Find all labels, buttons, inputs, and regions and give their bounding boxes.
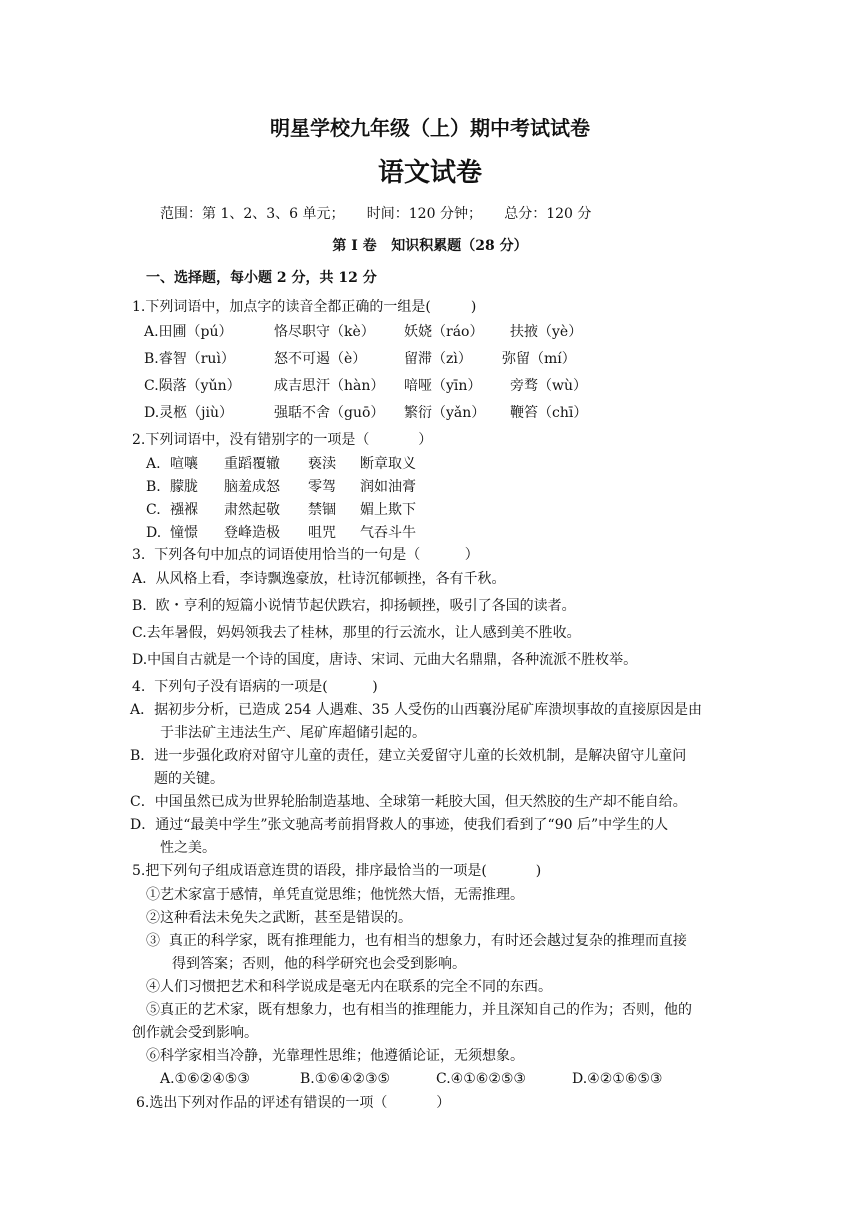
- question-5-choices: [160, 1069, 662, 1089]
- question-5-sentence-5: ⑤真正的艺术家，既有想象力，也有相当的推理能力，并且深知自己的作为；否则，他的: [146, 1002, 692, 1018]
- option-text: 重蹈覆辙: [224, 456, 280, 472]
- choice-a: A.①⑥②④⑤③: [160, 1071, 250, 1087]
- question-1-row-b: [144, 349, 576, 369]
- option-text: 喧嚷: [170, 456, 198, 472]
- exam-meta: 范围：第 1、2、3、6 单元； 时间：120 分钟； 总分：120 分: [160, 206, 592, 222]
- exam-title: 明星学校九年级（上）期中考试试卷: [270, 116, 590, 140]
- option-text: 喑哑（yīn）: [404, 378, 482, 394]
- question-3-option-a: A. 从风格上看，李诗飘逸豪放，杜诗沉郁顿挫，各有千秋。: [132, 571, 506, 587]
- question-5-sentence-3-cont: 得到答案；否则，他的科学研究也会受到影响。: [172, 956, 466, 972]
- section-heading: 第 I 卷 知识积累题（28 分）: [332, 238, 528, 254]
- option-text: 留滞（zì）: [404, 351, 472, 367]
- question-1-stem: 1.下列词语中，加点字的读音全都正确的一组是( ): [132, 299, 477, 315]
- question-3-option-c: C.去年暑假，妈妈领我去了桂林，那里的行云流水，让人感到美不胜收。: [132, 625, 581, 641]
- question-4-option-b: B．进一步强化政府对留守儿童的责任，建立关爱留守儿童的长效机制，是解决留守儿童问: [130, 748, 687, 764]
- part-one-heading: 一、选择题，每小题 2 分，共 12 分: [146, 270, 377, 286]
- option-text: 妖娆（ráo）: [404, 324, 484, 340]
- option-text: B.睿智（ruì）: [144, 351, 235, 367]
- question-4-option-a: A．据初步分析，已造成 254 人遇难、35 人受伤的山西襄汾尾矿库溃坝事故的直接原因是由: [130, 702, 702, 718]
- question-2-row-d: [146, 523, 416, 543]
- option-letter: D.: [146, 525, 162, 541]
- question-5-sentence-6: ⑥科学家相当冷静，光靠理性思维；他遵循论证，无须想象。: [146, 1048, 524, 1064]
- option-text: 气吞斗牛: [360, 525, 416, 541]
- question-3-stem: 3. 下列各句中加点的词语使用恰当的一句是（ ）: [132, 547, 479, 563]
- option-text: 襁褓: [170, 502, 198, 518]
- option-text: 禁锢: [308, 502, 336, 518]
- option-text: 朦胧: [170, 479, 198, 495]
- option-text: 恪尽职守（kè）: [274, 324, 375, 340]
- choice-d: D.④②①⑥⑤③: [572, 1071, 663, 1087]
- option-letter: A.: [146, 456, 161, 472]
- option-letter: B.: [146, 479, 161, 495]
- option-text: 媚上欺下: [360, 502, 416, 518]
- option-text: 怒不可遏（è）: [274, 351, 367, 367]
- option-text: 鞭笞（chī）: [510, 405, 588, 421]
- option-text: 肃然起敬: [224, 502, 280, 518]
- choice-b: B.①⑥④②③⑤: [300, 1071, 391, 1087]
- option-text: 亵渎: [308, 456, 336, 472]
- question-1-row-c: [144, 376, 587, 396]
- option-text: 脑羞成怒: [224, 479, 280, 495]
- option-text: D.灵柩（jiù）: [144, 405, 234, 421]
- question-1-row-d: [144, 403, 587, 423]
- question-4-stem: 4. 下列句子没有语病的一项是( ): [132, 679, 378, 695]
- option-text: 润如油膏: [360, 479, 416, 495]
- question-1-row-a: [144, 322, 582, 342]
- question-4-option-b-cont: 题的关键。: [154, 771, 224, 787]
- question-5-sentence-5-cont: 创作就会受到影响。: [132, 1025, 258, 1041]
- question-5-sentence-4: ④人们习惯把艺术和科学说成是毫无内在联系的完全不同的东西。: [146, 979, 552, 995]
- question-4-option-c: C．中国虽然已成为世界轮胎制造基地、全球第一耗胶大国，但天然胶的生产却不能自给。: [130, 794, 687, 810]
- option-letter: C.: [146, 502, 161, 518]
- question-2-row-c: [146, 500, 416, 520]
- option-text: 扶掖（yè）: [510, 324, 583, 340]
- question-2-stem: 2.下列词语中，没有错别字的一项是（ ）: [132, 432, 433, 448]
- question-5-stem: 5.把下列句子组成语意连贯的语段，排序最恰当的一项是( ): [132, 863, 542, 879]
- exam-subtitle: 语文试卷: [377, 158, 482, 188]
- option-text: A.田圃（pú）: [144, 324, 233, 340]
- question-2-row-a: [146, 454, 416, 474]
- question-4-option-d: D．通过“最美中学生”张文驰高考前捐肾救人的事迹，使我们看到了“90 后”中学生的人: [130, 817, 669, 833]
- question-2-row-b: [146, 477, 416, 497]
- option-text: C.陨落（yǔn）: [144, 378, 241, 394]
- option-text: 繁衍（yǎn）: [404, 405, 486, 421]
- choice-c: C.④①⑥②⑤③: [436, 1071, 526, 1087]
- option-text: 咀咒: [308, 525, 336, 541]
- question-6-stem: 6.选出下列对作品的评述有错误的一项（ ）: [136, 1095, 451, 1111]
- option-text: 憧憬: [170, 525, 198, 541]
- option-text: 零驾: [308, 479, 336, 495]
- question-4-option-d-cont: 性之美。: [160, 840, 216, 856]
- option-text: 登峰造极: [224, 525, 280, 541]
- option-text: 旁骛（wù）: [510, 378, 587, 394]
- option-text: 断章取义: [360, 456, 416, 472]
- option-text: 弥留（mí）: [502, 351, 576, 367]
- question-5-sentence-2: ②这种看法未免失之武断，甚至是错误的。: [146, 910, 412, 926]
- question-4-option-a-cont: 于非法矿主违法生产、尾矿库超储引起的。: [160, 725, 426, 741]
- question-5-sentence-1: ①艺术家富于感情，单凭直觉思维；他恍然大悟，无需推理。: [146, 887, 524, 903]
- question-5-sentence-3: ③ 真正的科学家，既有推理能力，也有相当的想象力，有时还会越过复杂的推理而直接: [146, 933, 687, 949]
- option-text: 强聒不舍（guō）: [274, 405, 385, 421]
- option-text: 成吉思汗（hàn）: [274, 378, 385, 394]
- question-3-option-d: D.中国自古就是一个诗的国度，唐诗、宋词、元曲大名鼎鼎，各种流派不胜枚举。: [132, 652, 638, 668]
- question-3-option-b: B. 欧・亨利的短篇小说情节起伏跌宕，抑扬顿挫，吸引了各国的读者。: [132, 598, 576, 614]
